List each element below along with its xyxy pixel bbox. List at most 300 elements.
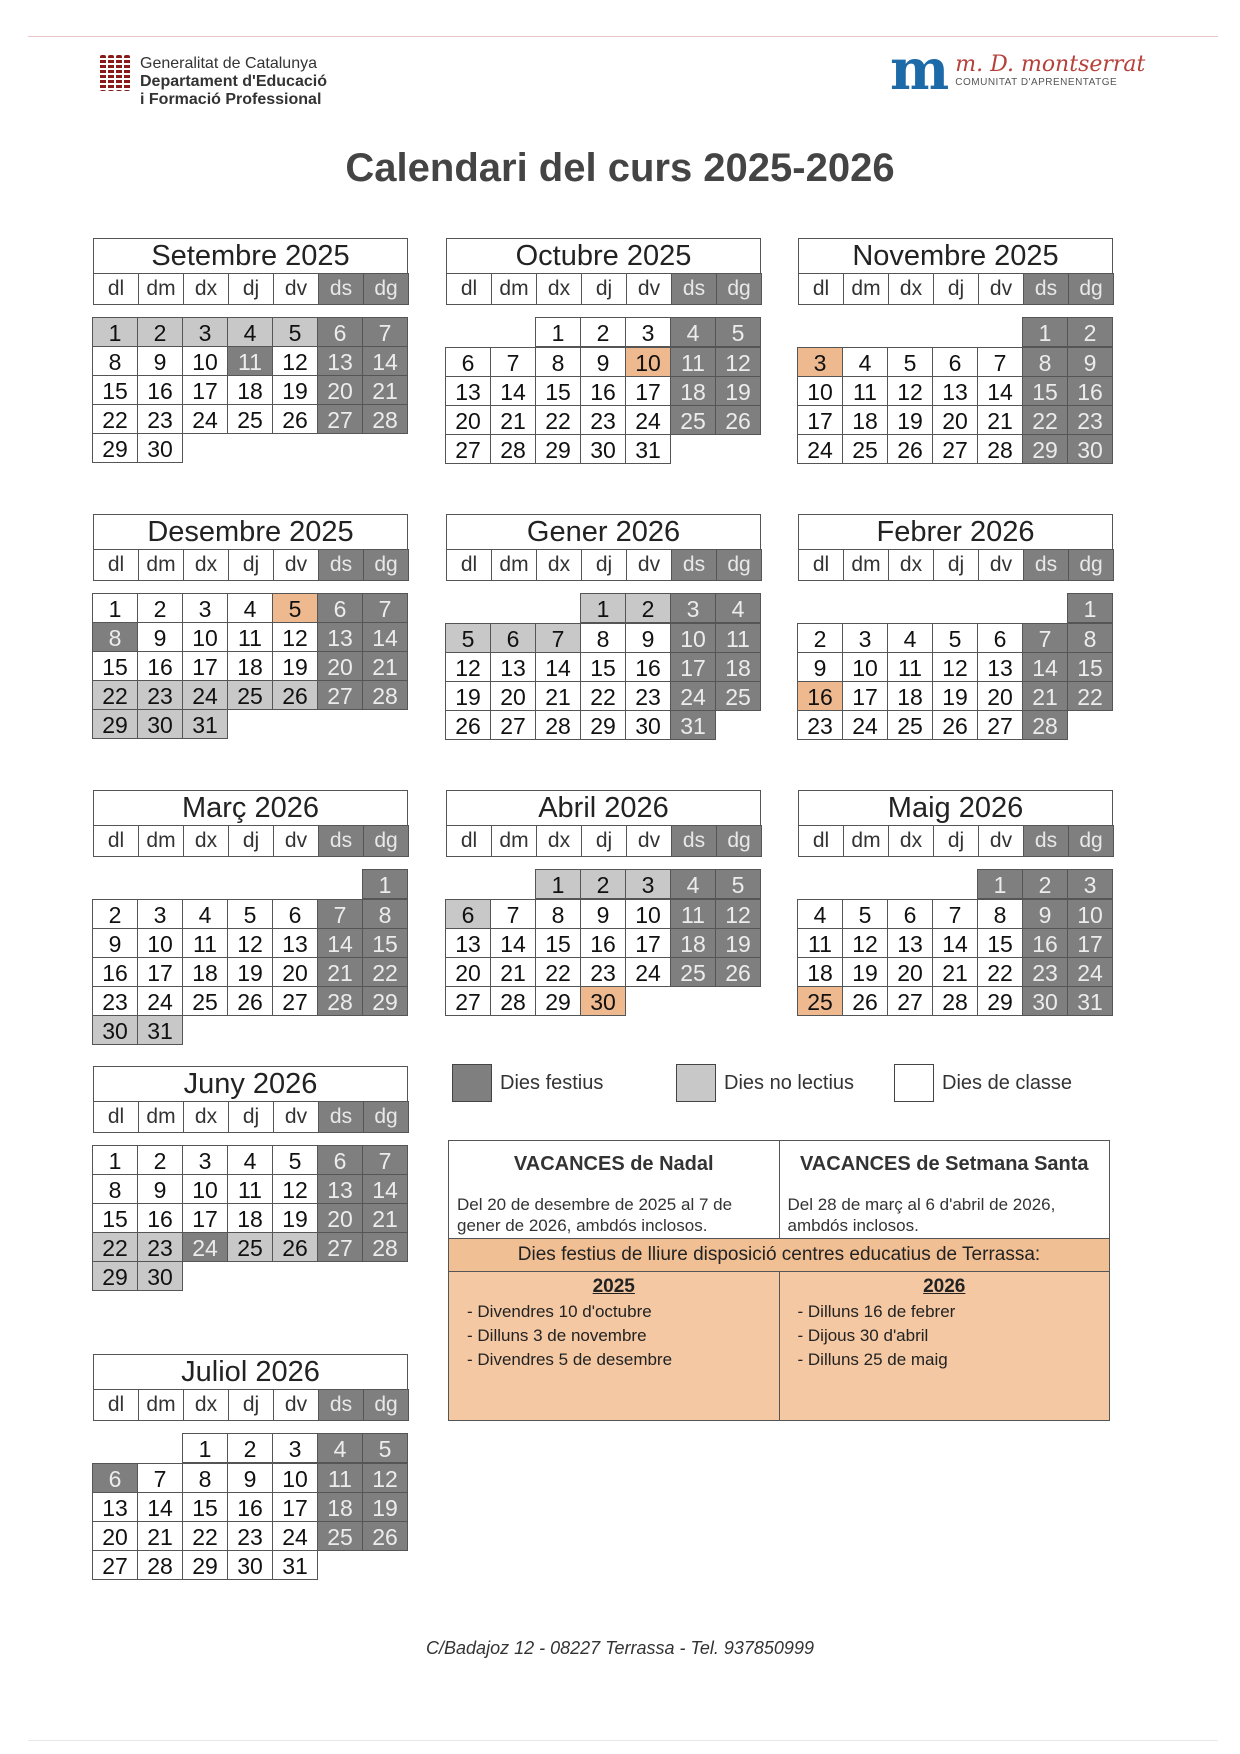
day-cell: 13 <box>317 622 363 652</box>
day-cell: 13 <box>272 928 318 958</box>
day-cell: 22 <box>92 680 138 710</box>
day-cell: 18 <box>887 681 933 711</box>
day-cell: 5 <box>715 869 761 899</box>
day-cell: 8 <box>92 1174 138 1204</box>
weekday-label: dl <box>799 825 844 857</box>
day-cell: 19 <box>842 957 888 987</box>
day-cell: 15 <box>535 376 581 406</box>
day-cell: 21 <box>137 1521 183 1551</box>
day-cell: 6 <box>445 347 491 377</box>
month-title: Setembre 2025 <box>93 238 408 274</box>
day-cell: 25 <box>182 986 228 1016</box>
generalitat-emblem-icon <box>100 55 130 91</box>
day-cell: 7 <box>362 1145 408 1175</box>
empty-cell <box>1023 593 1068 623</box>
day-cell: 28 <box>317 986 363 1016</box>
day-cell: 14 <box>490 376 536 406</box>
weekday-label: dg <box>1069 825 1114 857</box>
weekday-label: dg <box>1069 273 1114 305</box>
weekday-label: dv <box>274 273 319 305</box>
weekday-label: dm <box>492 273 537 305</box>
day-cell: 21 <box>362 375 408 405</box>
day-cell: 15 <box>182 1492 228 1522</box>
weekday-label: dm <box>139 825 184 857</box>
festius-item: - Divendres 10 d'octubre <box>467 1300 761 1324</box>
day-cell: 3 <box>1067 869 1113 899</box>
day-cell: 10 <box>182 1174 228 1204</box>
day-cell: 30 <box>625 710 671 740</box>
day-cell: 14 <box>362 346 408 376</box>
month-calendar <box>446 238 761 463</box>
day-cell: 22 <box>977 957 1023 987</box>
day-cell: 29 <box>92 1261 138 1291</box>
day-cell: 17 <box>1067 928 1113 958</box>
day-cell: 19 <box>887 405 933 435</box>
weekday-label: ds <box>319 825 364 857</box>
empty-cell <box>446 593 491 623</box>
day-cell: 30 <box>227 1550 273 1580</box>
weekday-label: dj <box>582 825 627 857</box>
day-cell: 4 <box>182 899 228 929</box>
day-cell: 14 <box>535 652 581 682</box>
weekday-label: ds <box>672 549 717 581</box>
weekday-label: dx <box>889 825 934 857</box>
empty-cell <box>93 1433 138 1463</box>
day-cell: 13 <box>317 346 363 376</box>
day-cell: 27 <box>445 986 491 1016</box>
gen-line1: Generalitat de Catalunya <box>140 55 317 72</box>
day-cell: 22 <box>362 957 408 987</box>
day-cell: 28 <box>490 434 536 464</box>
day-cell: 8 <box>362 899 408 929</box>
weekday-label: ds <box>672 273 717 305</box>
day-cell: 21 <box>977 405 1023 435</box>
weekday-label: dj <box>582 273 627 305</box>
festius-year-2026: 2026 <box>923 1276 966 1297</box>
day-cell: 7 <box>317 899 363 929</box>
day-cell: 11 <box>842 376 888 406</box>
day-cell: 17 <box>182 375 228 405</box>
day-cell: 22 <box>92 1232 138 1262</box>
day-cell: 17 <box>272 1492 318 1522</box>
day-cell: 5 <box>272 317 318 347</box>
empty-cell <box>93 869 138 899</box>
day-cell: 7 <box>362 317 408 347</box>
day-cell: 14 <box>932 928 978 958</box>
day-cell: 3 <box>625 869 671 899</box>
day-cell: 11 <box>182 928 228 958</box>
day-cell: 28 <box>137 1550 183 1580</box>
day-cell: 12 <box>842 928 888 958</box>
weekday-label: dv <box>274 549 319 581</box>
day-cell: 20 <box>490 681 536 711</box>
day-cell: 11 <box>227 1174 273 1204</box>
day-cell: 15 <box>977 928 1023 958</box>
day-cell: 11 <box>317 1463 363 1493</box>
day-cell: 20 <box>445 957 491 987</box>
weekday-label: ds <box>319 273 364 305</box>
day-cell: 20 <box>445 405 491 435</box>
weekday-label: dm <box>139 549 184 581</box>
weekday-label: ds <box>1024 825 1069 857</box>
weekday-label: dl <box>447 273 492 305</box>
day-cell: 17 <box>625 376 671 406</box>
day-cell: 21 <box>362 651 408 681</box>
day-cell: 16 <box>227 1492 273 1522</box>
weekday-label: dl <box>94 1389 139 1421</box>
empty-cell <box>978 317 1023 347</box>
day-cell: 21 <box>362 1203 408 1233</box>
day-cell: 18 <box>317 1492 363 1522</box>
nadal-title: VACANCES de Nadal <box>513 1153 714 1175</box>
school-logo-icon: m <box>890 37 950 103</box>
weekday-label: dx <box>889 273 934 305</box>
day-cell: 16 <box>580 928 626 958</box>
day-cell: 12 <box>715 899 761 929</box>
day-cell: 27 <box>977 710 1023 740</box>
day-cell: 7 <box>137 1463 183 1493</box>
day-cell: 5 <box>842 899 888 929</box>
weekday-label: dj <box>229 273 274 305</box>
day-cell: 8 <box>92 346 138 376</box>
day-cell: 27 <box>317 680 363 710</box>
day-cell: 19 <box>445 681 491 711</box>
weekday-label: ds <box>1024 273 1069 305</box>
day-cell: 24 <box>625 957 671 987</box>
month-calendar <box>93 790 408 1044</box>
month-title: Gener 2026 <box>446 514 761 550</box>
festius-title: Dies festius de lliure disposició centres educatius de Terrassa: <box>449 1239 1109 1272</box>
weekday-label: dj <box>934 549 979 581</box>
day-cell: 2 <box>1067 317 1113 347</box>
month-title: Maig 2026 <box>798 790 1113 826</box>
day-cell: 6 <box>317 1145 363 1175</box>
day-cell: 19 <box>272 1203 318 1233</box>
weekday-label: dx <box>184 825 229 857</box>
legend-no-lectius <box>676 1064 854 1102</box>
legend-festius-label: Dies festius <box>500 1071 604 1094</box>
day-cell: 19 <box>272 651 318 681</box>
weekday-label: dx <box>184 1389 229 1421</box>
day-cell: 23 <box>137 404 183 434</box>
day-cell: 25 <box>227 680 273 710</box>
legend-classe-label: Dies de classe <box>942 1071 1073 1094</box>
day-cell: 25 <box>887 710 933 740</box>
empty-cell <box>888 869 933 899</box>
weekday-label: dm <box>139 1101 184 1133</box>
weekday-label: dv <box>627 825 672 857</box>
gen-line3: i Formació Professional <box>140 91 322 108</box>
day-cell: 30 <box>137 709 183 739</box>
weekday-label: dl <box>94 825 139 857</box>
day-cell: 7 <box>1022 623 1068 653</box>
day-cell: 30 <box>1022 986 1068 1016</box>
legend-festius <box>452 1064 603 1102</box>
day-cell: 10 <box>137 928 183 958</box>
day-cell: 21 <box>1022 681 1068 711</box>
day-cell: 21 <box>932 957 978 987</box>
day-cell: 9 <box>580 899 626 929</box>
day-cell: 6 <box>932 347 978 377</box>
weekday-label: dj <box>229 1101 274 1133</box>
day-cell: 12 <box>932 652 978 682</box>
empty-cell <box>933 317 978 347</box>
day-cell: 7 <box>932 899 978 929</box>
day-cell: 23 <box>797 710 843 740</box>
day-cell: 24 <box>272 1521 318 1551</box>
day-cell: 25 <box>317 1521 363 1551</box>
generalitat-logo-block <box>100 55 327 109</box>
weekday-label: dx <box>537 273 582 305</box>
weekday-label: dg <box>364 549 409 581</box>
day-cell: 24 <box>182 404 228 434</box>
day-cell: 15 <box>1067 652 1113 682</box>
day-cell: 12 <box>227 928 273 958</box>
day-cell: 1 <box>92 593 138 623</box>
day-cell: 2 <box>137 593 183 623</box>
day-cell: 26 <box>715 957 761 987</box>
day-cell: 31 <box>670 710 716 740</box>
weekday-label: dm <box>492 825 537 857</box>
day-cell: 1 <box>977 869 1023 899</box>
weekday-label: dg <box>364 1101 409 1133</box>
day-cell: 10 <box>625 899 671 929</box>
day-cell: 3 <box>182 593 228 623</box>
day-cell: 25 <box>670 957 716 987</box>
empty-cell <box>491 869 536 899</box>
day-cell: 20 <box>977 681 1023 711</box>
day-cell: 15 <box>92 375 138 405</box>
day-cell: 26 <box>715 405 761 435</box>
day-cell: 23 <box>227 1521 273 1551</box>
day-cell: 29 <box>535 986 581 1016</box>
day-cell: 25 <box>670 405 716 435</box>
empty-cell <box>798 593 843 623</box>
day-cell: 8 <box>1067 623 1113 653</box>
no-lectius-swatch <box>676 1064 716 1102</box>
day-cell: 18 <box>227 375 273 405</box>
day-cell: 4 <box>227 317 273 347</box>
day-cell: 2 <box>797 623 843 653</box>
empty-cell <box>138 869 183 899</box>
day-cell: 3 <box>670 593 716 623</box>
day-cell: 2 <box>625 593 671 623</box>
weekday-label: dx <box>537 549 582 581</box>
setmana-santa-text: Del 28 de març al 6 d'abril de 2026, ambdós inclosos. <box>787 1195 1056 1235</box>
day-cell: 17 <box>182 1203 228 1233</box>
festius-item: - Divendres 5 de desembre <box>467 1348 761 1372</box>
day-cell: 3 <box>137 899 183 929</box>
day-cell: 21 <box>535 681 581 711</box>
legend-no-lectius-label: Dies no lectius <box>724 1071 855 1094</box>
month-title: Juny 2026 <box>93 1066 408 1102</box>
weekday-label: dx <box>184 549 229 581</box>
day-cell: 1 <box>182 1433 228 1463</box>
day-cell: 28 <box>535 710 581 740</box>
weekday-label: dj <box>934 825 979 857</box>
legend-classe <box>894 1064 1072 1102</box>
weekday-label: dg <box>717 825 762 857</box>
day-cell: 6 <box>317 317 363 347</box>
day-cell: 4 <box>317 1433 363 1463</box>
gen-line2: Departament d'Educació <box>140 73 327 90</box>
day-cell: 28 <box>362 404 408 434</box>
day-cell: 12 <box>272 622 318 652</box>
month-calendar <box>93 1066 408 1290</box>
day-cell: 24 <box>842 710 888 740</box>
day-cell: 18 <box>670 928 716 958</box>
day-cell: 16 <box>137 651 183 681</box>
day-cell: 10 <box>670 623 716 653</box>
day-cell: 16 <box>137 375 183 405</box>
day-cell: 14 <box>137 1492 183 1522</box>
day-cell: 27 <box>445 434 491 464</box>
day-cell: 24 <box>797 434 843 464</box>
day-cell: 11 <box>797 928 843 958</box>
weekday-label: dv <box>274 1389 319 1421</box>
day-cell: 27 <box>932 434 978 464</box>
day-cell: 16 <box>797 681 843 711</box>
day-cell: 25 <box>842 434 888 464</box>
day-cell: 30 <box>580 434 626 464</box>
weekday-label: dx <box>889 549 934 581</box>
day-cell: 6 <box>272 899 318 929</box>
weekday-label: dv <box>627 273 672 305</box>
day-cell: 3 <box>797 347 843 377</box>
weekday-label: dm <box>844 825 889 857</box>
day-cell: 24 <box>137 986 183 1016</box>
day-cell: 22 <box>535 405 581 435</box>
day-cell: 13 <box>977 652 1023 682</box>
day-cell: 13 <box>887 928 933 958</box>
empty-cell <box>491 593 536 623</box>
day-cell: 17 <box>797 405 843 435</box>
day-cell: 10 <box>182 346 228 376</box>
day-cell: 27 <box>92 1550 138 1580</box>
empty-cell <box>933 593 978 623</box>
day-cell: 8 <box>535 899 581 929</box>
weekday-label: ds <box>319 549 364 581</box>
day-cell: 12 <box>715 347 761 377</box>
day-cell: 31 <box>182 709 228 739</box>
day-cell: 6 <box>490 623 536 653</box>
day-cell: 1 <box>580 593 626 623</box>
weekday-label: dv <box>979 825 1024 857</box>
day-cell: 15 <box>1022 376 1068 406</box>
empty-cell <box>228 869 273 899</box>
day-cell: 21 <box>490 405 536 435</box>
day-cell: 10 <box>625 347 671 377</box>
day-cell: 1 <box>535 317 581 347</box>
month-title: Abril 2026 <box>446 790 761 826</box>
school-logo-block <box>890 37 1146 103</box>
day-cell: 4 <box>227 1145 273 1175</box>
day-cell: 25 <box>715 681 761 711</box>
day-cell: 26 <box>272 680 318 710</box>
day-cell: 22 <box>535 957 581 987</box>
day-cell: 24 <box>670 681 716 711</box>
day-cell: 9 <box>227 1463 273 1493</box>
day-cell: 30 <box>137 1261 183 1291</box>
empty-cell <box>843 869 888 899</box>
month-calendar <box>798 514 1113 739</box>
empty-cell <box>273 869 318 899</box>
day-cell: 1 <box>92 1145 138 1175</box>
day-cell: 31 <box>1067 986 1113 1016</box>
day-cell: 23 <box>625 681 671 711</box>
day-cell: 18 <box>797 957 843 987</box>
empty-cell <box>318 869 363 899</box>
month-calendar <box>93 514 408 738</box>
day-cell: 23 <box>580 405 626 435</box>
day-cell: 27 <box>887 986 933 1016</box>
weekday-label: dg <box>364 1389 409 1421</box>
day-cell: 13 <box>445 376 491 406</box>
day-cell: 19 <box>362 1492 408 1522</box>
weekday-label: ds <box>319 1389 364 1421</box>
day-cell: 29 <box>92 433 138 463</box>
day-cell: 12 <box>272 346 318 376</box>
day-cell: 26 <box>362 1521 408 1551</box>
day-cell: 30 <box>137 433 183 463</box>
day-cell: 9 <box>137 1174 183 1204</box>
weekday-label: dm <box>844 549 889 581</box>
day-cell: 2 <box>580 317 626 347</box>
month-title: Novembre 2025 <box>798 238 1113 274</box>
day-cell: 15 <box>362 928 408 958</box>
bottom-divider <box>28 1740 1218 1741</box>
day-cell: 30 <box>580 986 626 1016</box>
day-cell: 5 <box>272 593 318 623</box>
day-cell: 12 <box>887 376 933 406</box>
day-cell: 11 <box>887 652 933 682</box>
page-title: Calendari del curs 2025-2026 <box>345 146 895 190</box>
empty-cell <box>798 317 843 347</box>
empty-cell <box>491 317 536 347</box>
weekday-label: dm <box>844 273 889 305</box>
empty-cell <box>446 317 491 347</box>
day-cell: 18 <box>227 651 273 681</box>
day-cell: 23 <box>580 957 626 987</box>
day-cell: 19 <box>932 681 978 711</box>
month-calendar <box>798 238 1113 463</box>
empty-cell <box>183 869 228 899</box>
month-calendar <box>93 1354 408 1579</box>
day-cell: 6 <box>887 899 933 929</box>
day-cell: 20 <box>317 375 363 405</box>
festius-item: - Dilluns 25 de maig <box>798 1348 1092 1372</box>
weekday-label: dg <box>364 825 409 857</box>
day-cell: 9 <box>625 623 671 653</box>
day-cell: 15 <box>535 928 581 958</box>
day-cell: 6 <box>92 1463 138 1493</box>
weekday-label: dg <box>717 273 762 305</box>
day-cell: 16 <box>1022 928 1068 958</box>
festius-lliure-box <box>448 1238 1110 1421</box>
day-cell: 17 <box>137 957 183 987</box>
day-cell: 16 <box>625 652 671 682</box>
day-cell: 19 <box>272 375 318 405</box>
day-cell: 18 <box>182 957 228 987</box>
weekday-label: dv <box>979 549 1024 581</box>
weekday-label: dm <box>492 549 537 581</box>
weekday-label: dv <box>627 549 672 581</box>
day-cell: 6 <box>445 899 491 929</box>
day-cell: 23 <box>137 680 183 710</box>
day-cell: 11 <box>670 347 716 377</box>
weekday-label: dv <box>274 1101 319 1133</box>
day-cell: 27 <box>317 404 363 434</box>
